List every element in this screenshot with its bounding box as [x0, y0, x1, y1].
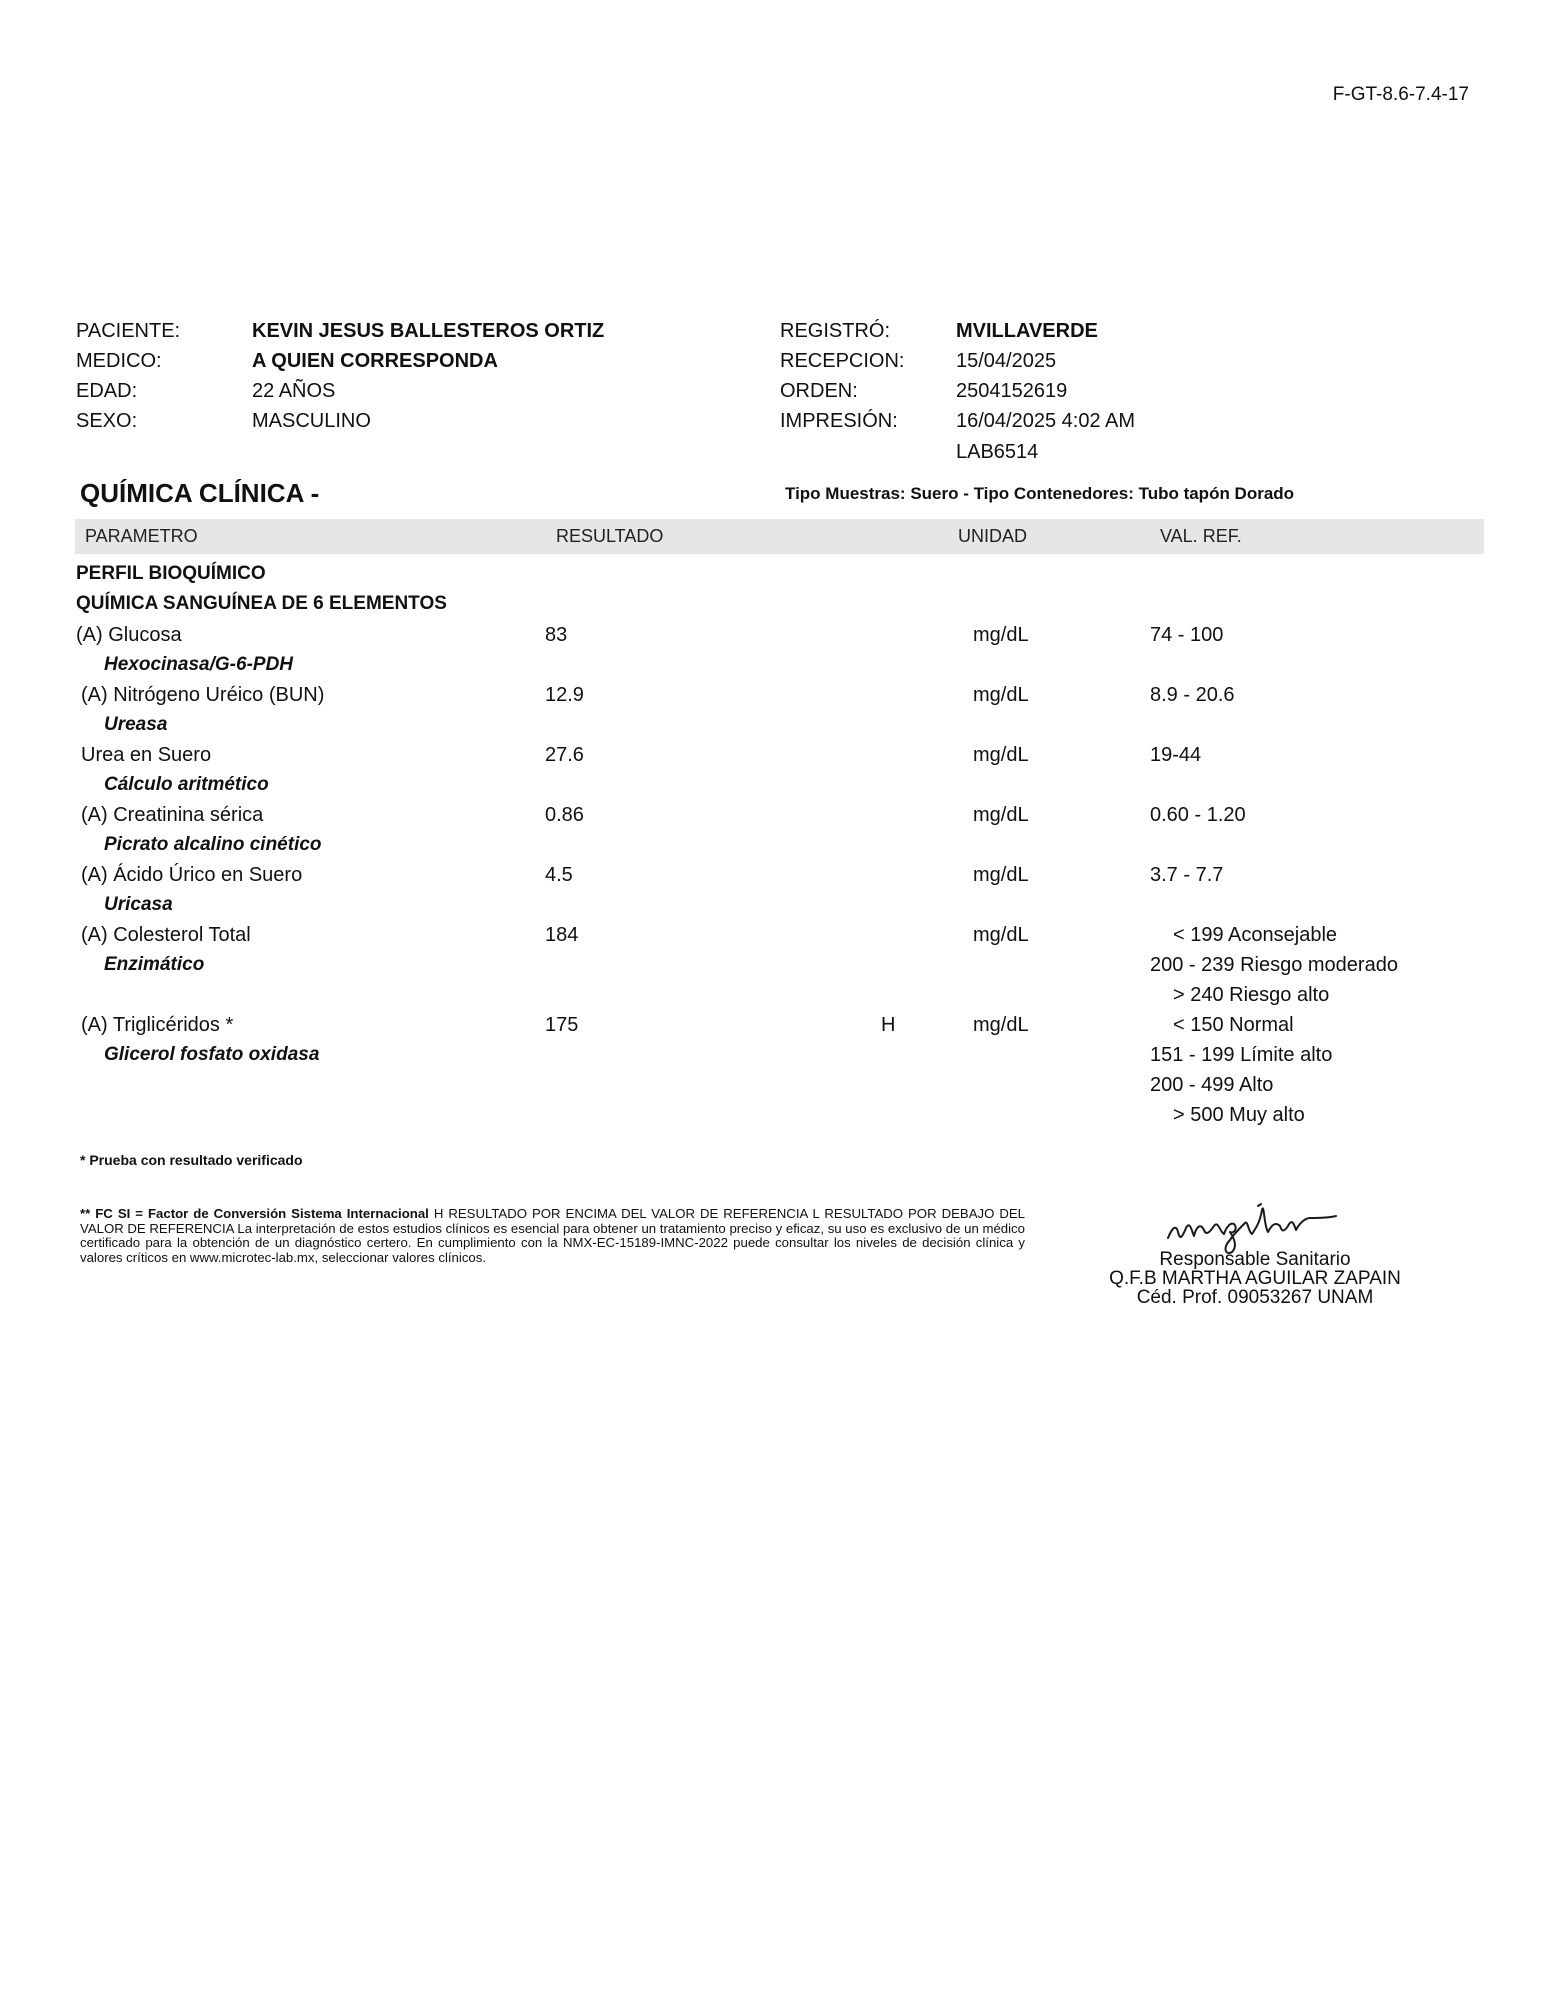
result-value: 0.86 — [545, 804, 584, 826]
result-unit: mg/dL — [973, 804, 1029, 826]
result-unit: mg/dL — [973, 1014, 1029, 1036]
medico-value: A QUIEN CORRESPONDA — [252, 350, 498, 372]
result-method: Cálculo aritmético — [104, 774, 269, 795]
result-ref: 74 - 100 — [1150, 624, 1224, 646]
paciente-label: PACIENTE: — [76, 320, 181, 342]
result-method: Hexocinasa/G-6-PDH — [104, 654, 294, 675]
result-param: (A) Ácido Úrico en Suero — [81, 864, 303, 886]
col-header-resultado: RESULTADO — [556, 526, 664, 546]
result-value: 175 — [545, 1014, 579, 1036]
result-param: (A) Colesterol Total — [81, 924, 251, 946]
result-ref: < 150 Normal — [1173, 1014, 1294, 1036]
result-unit: mg/dL — [973, 624, 1029, 646]
result-ref: 0.60 - 1.20 — [1150, 804, 1246, 826]
handwritten-signature — [1160, 1188, 1340, 1258]
legal-notice — [80, 1207, 1025, 1265]
col-header-val-ref: VAL. REF. — [1160, 526, 1242, 546]
edad-value: 22 AÑOS — [252, 380, 336, 402]
result-unit: mg/dL — [973, 924, 1029, 946]
result-unit: mg/dL — [973, 684, 1029, 706]
result-ref: 151 - 199 Límite alto — [1150, 1044, 1333, 1066]
edad-label: EDAD: — [76, 380, 138, 402]
lab-code: LAB6514 — [956, 441, 1039, 463]
result-method: Picrato alcalino cinético — [104, 834, 322, 855]
result-value: 4.5 — [545, 864, 573, 886]
result-value: 184 — [545, 924, 579, 946]
sample-info: Tipo Muestras: Suero - Tipo Contenedores: Tubo tapón Dorado — [785, 484, 1295, 503]
result-ref: 200 - 239 Riesgo moderado — [1150, 954, 1398, 976]
sexo-value: MASCULINO — [252, 410, 371, 432]
signature-role: Responsable Sanitario — [1159, 1249, 1351, 1270]
signature-name: Q.F.B MARTHA AGUILAR ZAPAIN — [1109, 1268, 1401, 1289]
legal-lead: ** FC SI = Factor de Conversión Sistema Internacional — [80, 1206, 429, 1221]
verified-note: * Prueba con resultado verificado — [80, 1152, 303, 1168]
registro-label: REGISTRÓ: — [780, 320, 891, 342]
result-unit: mg/dL — [973, 744, 1029, 766]
signature-cedula: Céd. Prof. 09053267 UNAM — [1136, 1287, 1374, 1308]
result-param: (A) Triglicéridos * — [81, 1014, 234, 1036]
result-unit: mg/dL — [973, 864, 1029, 886]
result-value: 83 — [545, 624, 568, 646]
recepcion-label: RECEPCION: — [780, 350, 905, 372]
group-panel: QUÍMICA SANGUÍNEA DE 6 ELEMENTOS — [76, 593, 447, 614]
section-title: QUÍMICA CLÍNICA - — [80, 478, 320, 508]
result-param: (A) Creatinina sérica — [81, 804, 264, 826]
recepcion-value: 15/04/2025 — [956, 350, 1057, 372]
result-ref: 3.7 - 7.7 — [1150, 864, 1224, 886]
legal-body: H RESULTADO POR ENCIMA DEL VALOR DE REFERENCIA L RESULTADO POR DEBAJO DEL VALOR DE REFERENCIA La interpretación de estos estudios clínicos es esencial para obtener un tratamiento preciso y eficaz, su uso es exclusivo de un médico certificado para la obtención de un diagnóstico certero. En cumplimiento con la NMX-EC-15189-IMNC-2022 puede consultar los niveles de decisión clínica y valores críticos en www.microtec-lab.mx, seleccionar valores clínicos. — [80, 1206, 1025, 1265]
result-method: Ureasa — [104, 714, 168, 735]
col-header-unidad: UNIDAD — [958, 526, 1028, 546]
col-header-parametro: PARAMETRO — [85, 526, 198, 546]
impresion-label: IMPRESIÓN: — [780, 410, 898, 432]
result-method: Glicerol fosfato oxidasa — [104, 1044, 320, 1065]
result-ref: < 199 Aconsejable — [1173, 924, 1338, 946]
result-flag: H — [881, 1014, 896, 1036]
result-method: Uricasa — [104, 894, 173, 915]
sexo-label: SEXO: — [76, 410, 138, 432]
orden-label: ORDEN: — [780, 380, 858, 402]
result-ref: 8.9 - 20.6 — [1150, 684, 1235, 706]
paciente-value: KEVIN JESUS BALLESTEROS ORTIZ — [252, 320, 605, 342]
column-header-bar — [75, 519, 1484, 554]
result-param: (A) Nitrógeno Uréico (BUN) — [81, 684, 325, 706]
medico-label: MEDICO: — [76, 350, 162, 372]
document-code: F-GT-8.6-7.4-17 — [1332, 84, 1469, 105]
result-value: 12.9 — [545, 684, 584, 706]
result-ref: > 500 Muy alto — [1173, 1104, 1305, 1126]
orden-value: 2504152619 — [956, 380, 1068, 402]
group-profile: PERFIL BIOQUÍMICO — [76, 563, 266, 584]
result-ref: > 240 Riesgo alto — [1173, 984, 1330, 1006]
registro-value: MVILLAVERDE — [956, 320, 1098, 342]
result-ref: 200 - 499 Alto — [1150, 1074, 1274, 1096]
result-method: Enzimático — [104, 954, 205, 975]
result-value: 27.6 — [545, 744, 584, 766]
impresion-value: 16/04/2025 4:02 AM — [956, 410, 1136, 432]
result-param: Urea en Suero — [81, 744, 212, 766]
result-ref: 19-44 — [1150, 744, 1202, 766]
result-param: (A) Glucosa — [76, 624, 182, 646]
